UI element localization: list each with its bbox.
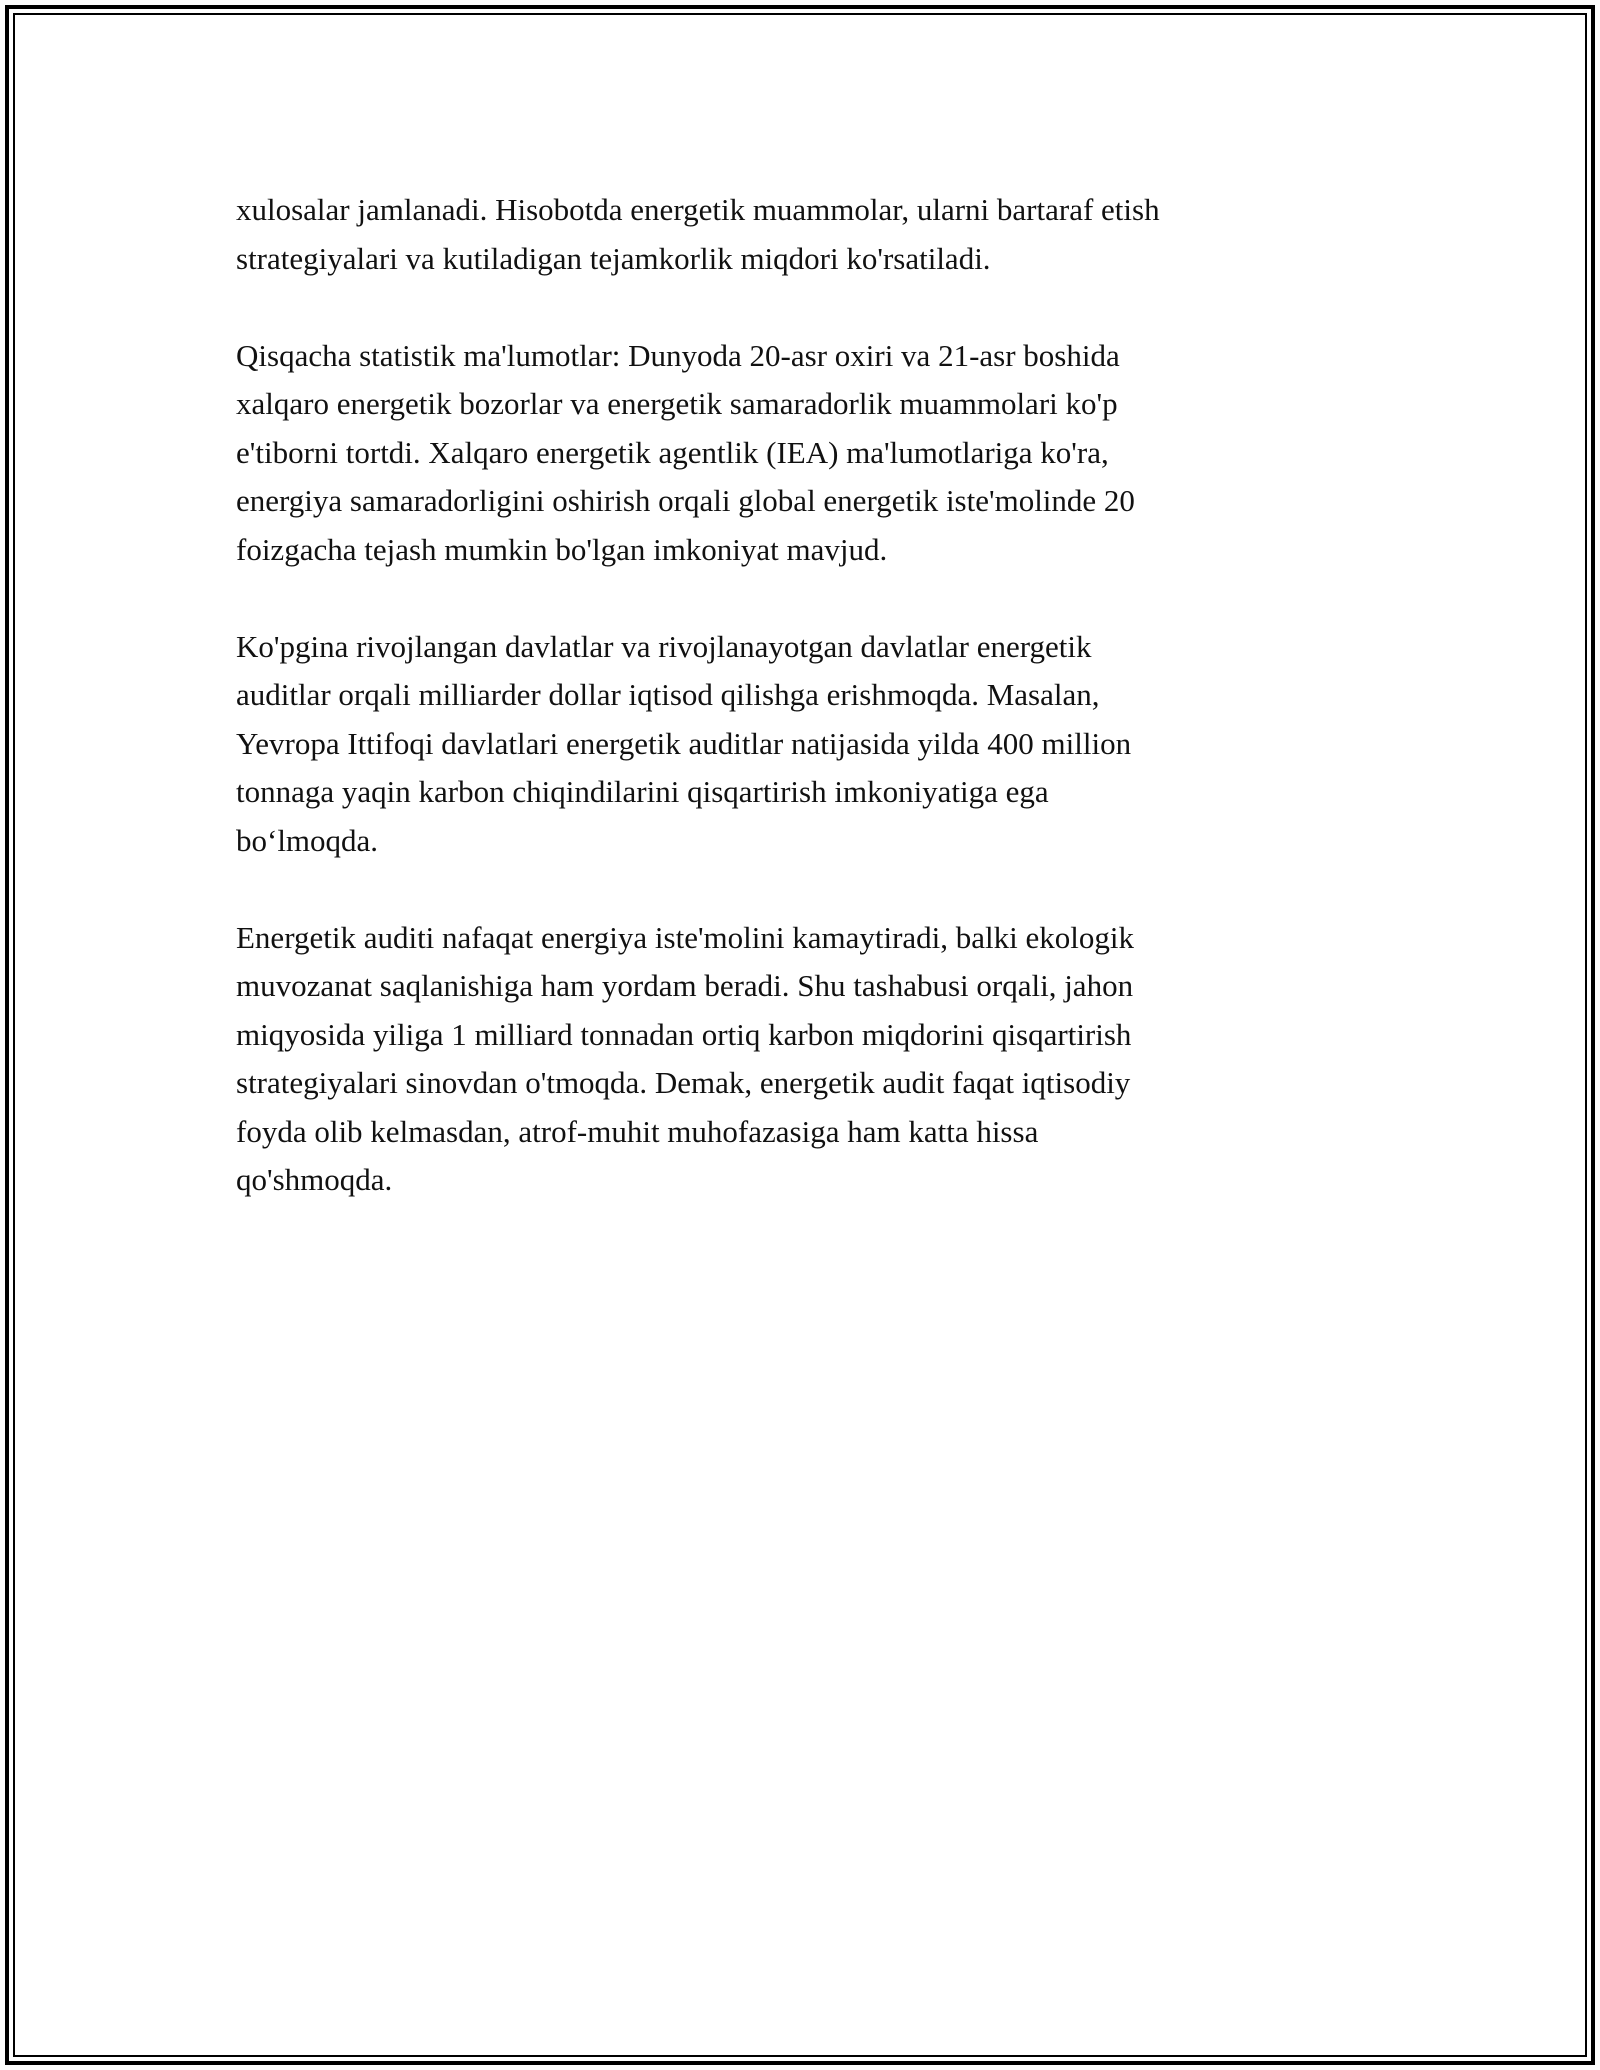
paragraph-countries: Ko'pgina rivojlangan davlatlar va rivojlanayotgan davlatlar energetik auditlar orqali milliarder dollar iqtisod qilishga erishmoqda. Masalan, Yevropa Ittifoqi davlatlari energetik auditlar natijasida yilda 400 million tonnaga yaqin karbon chiqindilarini qisqartirish imkoniyatiga ega bo‘lmoqda. [236,628,1132,858]
paragraph-statistics: Qisqacha statistik ma'lumotlar: Dunyoda 20-asr oxiri va 21-asr boshida xalqaro energetik bozorlar va energetik samaradorlik muammolari ko'p e'tiborni tortdi. Xalqaro energetik agentlik (IEA) ma'lumotlariga ko'ra, energiya samaradorligini oshirish orqali global energetik iste'molinde 20 foizgacha tejash mumkin bo'lgan imkoniyat mavjud. [236,337,1135,567]
paragraph-summary: xulosalar jamlanadi. Hisobotda energetik muammolar, ularni bartaraf etish strategiyalari va kutiladigan tejamkorlik miqdori ko'rsatiladi. [236,192,1160,276]
paragraph-ecology: Energetik auditi nafaqat energiya iste'molini kamaytiradi, balki ekologik muvozanat saqlanishiga ham yordam beradi. Shu tashabusi orqali, jahon miqyosida yiliga 1 milliard tonnadan ortiq karbon miqdorini qisqartirish strategiyalari sinovdan o'tmoqda. Demak, energetik audit faqat iqtisodiy foyda olib kelmasdan, atrof-muhit muhofazasiga ham katta hissa qo'shmoqda. [236,919,1135,1197]
document-body [236,186,1356,1253]
